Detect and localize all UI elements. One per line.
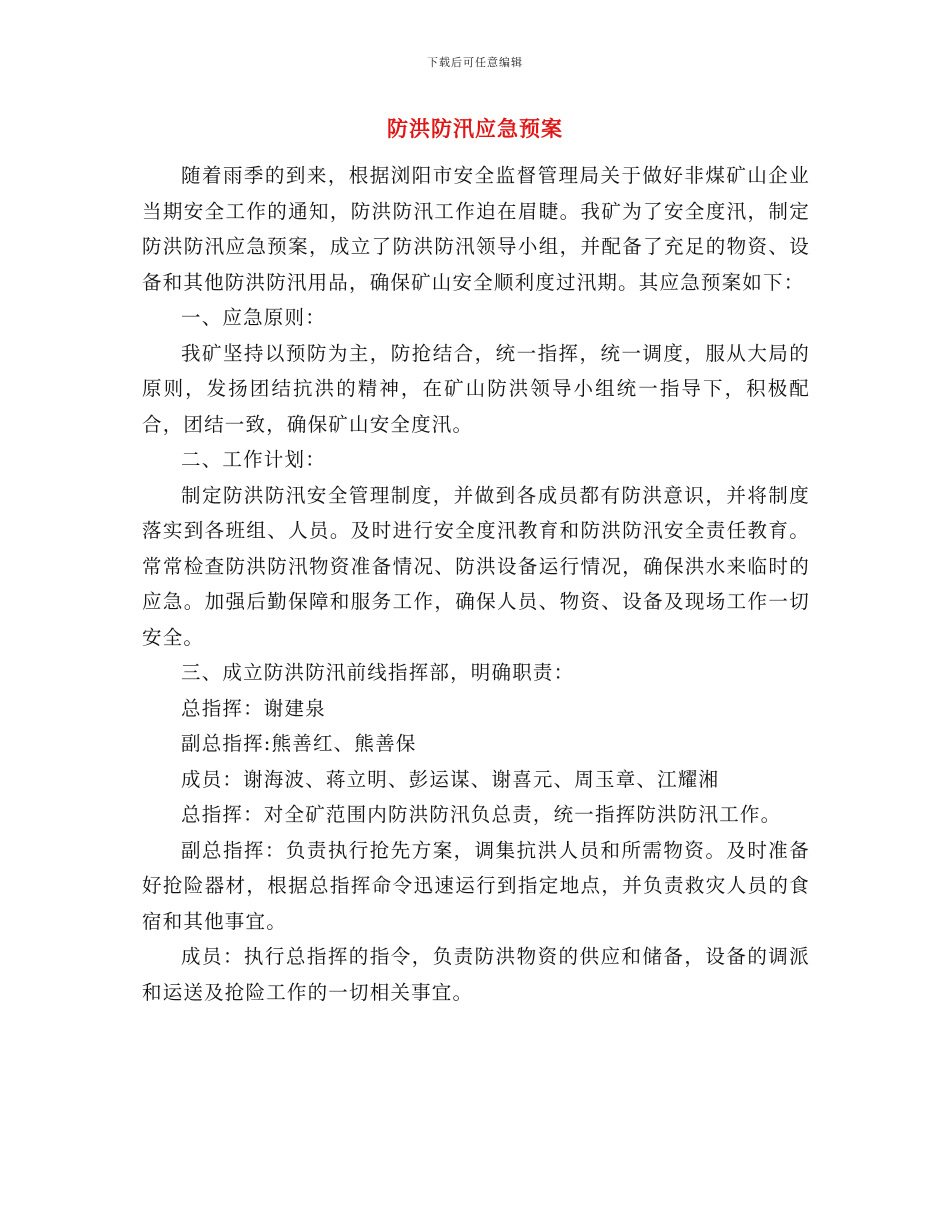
document-title: 防洪防汛应急预案 bbox=[387, 116, 563, 141]
deputy-duty-paragraph: 副总指挥：负责执行抢先方案，调集抗洪人员和所需物资。及时准备好抢险器材，根据总指挥命令迅速运行到指定地点，并负责救灾人员的食宿和其他事宜。 bbox=[142, 838, 810, 933]
intro-paragraph: 随着雨季的到来，根据浏阳市安全监督管理局关于做好非煤矿山企业当期安全工作的通知，防洪防汛工作迫在眉睫。我矿为了安全度汛，制定防洪防汛应急预案，成立了防洪防汛领导小组，并配备了充足的物资、设备和其他防洪防汛用品，确保矿山安全顺利度过汛期。其应急预案如下： bbox=[142, 164, 810, 294]
members-line: 成员：谢海波、蒋立明、彭运谋、谢喜元、周玉章、江耀湘 bbox=[181, 767, 720, 791]
header-note: 下载后可任意编辑 bbox=[427, 56, 523, 69]
commander-duty-paragraph: 总指挥：对全矿范围内防洪防汛负总责，统一指挥防洪防汛工作。 bbox=[181, 803, 782, 826]
commander-line: 总指挥：谢建泉 bbox=[181, 696, 326, 720]
principles-paragraph: 我矿坚持以预防为主，防抢结合，统一指挥，统一调度，服从大局的原则，发扬团结抗洪的精神，在矿山防洪领导小组统一指导下，积极配合，团结一致，确保矿山安全度汛。 bbox=[142, 341, 810, 436]
work-plan-paragraph: 制定防洪防汛安全管理制度，并做到各成员都有防洪意识，并将制度落实到各班组、人员。及时进行安全度汛教育和防洪防汛安全责任教育。常常检查防洪防汛物资准备情况、防洪设备运行情况，确保洪水来临时的应急。加强后勤保障和服务工作，确保人员、物资、设备及现场工作一切安全。 bbox=[142, 483, 810, 649]
section-heading-command: 三、成立防洪防汛前线指挥部，明确职责： bbox=[181, 661, 575, 684]
document-body bbox=[142, 158, 810, 1010]
section-heading-work-plan: 二、工作计划： bbox=[181, 448, 326, 471]
deputy-commander-line: 副总指挥:熊善红、熊善保 bbox=[181, 732, 417, 755]
section-heading-principles: 一、应急原则： bbox=[181, 306, 326, 329]
members-duty-paragraph: 成员：执行总指挥的指令，负责防洪物资的供应和储备，设备的调派和运送及抢险工作的一切相关事宜。 bbox=[142, 945, 810, 1004]
